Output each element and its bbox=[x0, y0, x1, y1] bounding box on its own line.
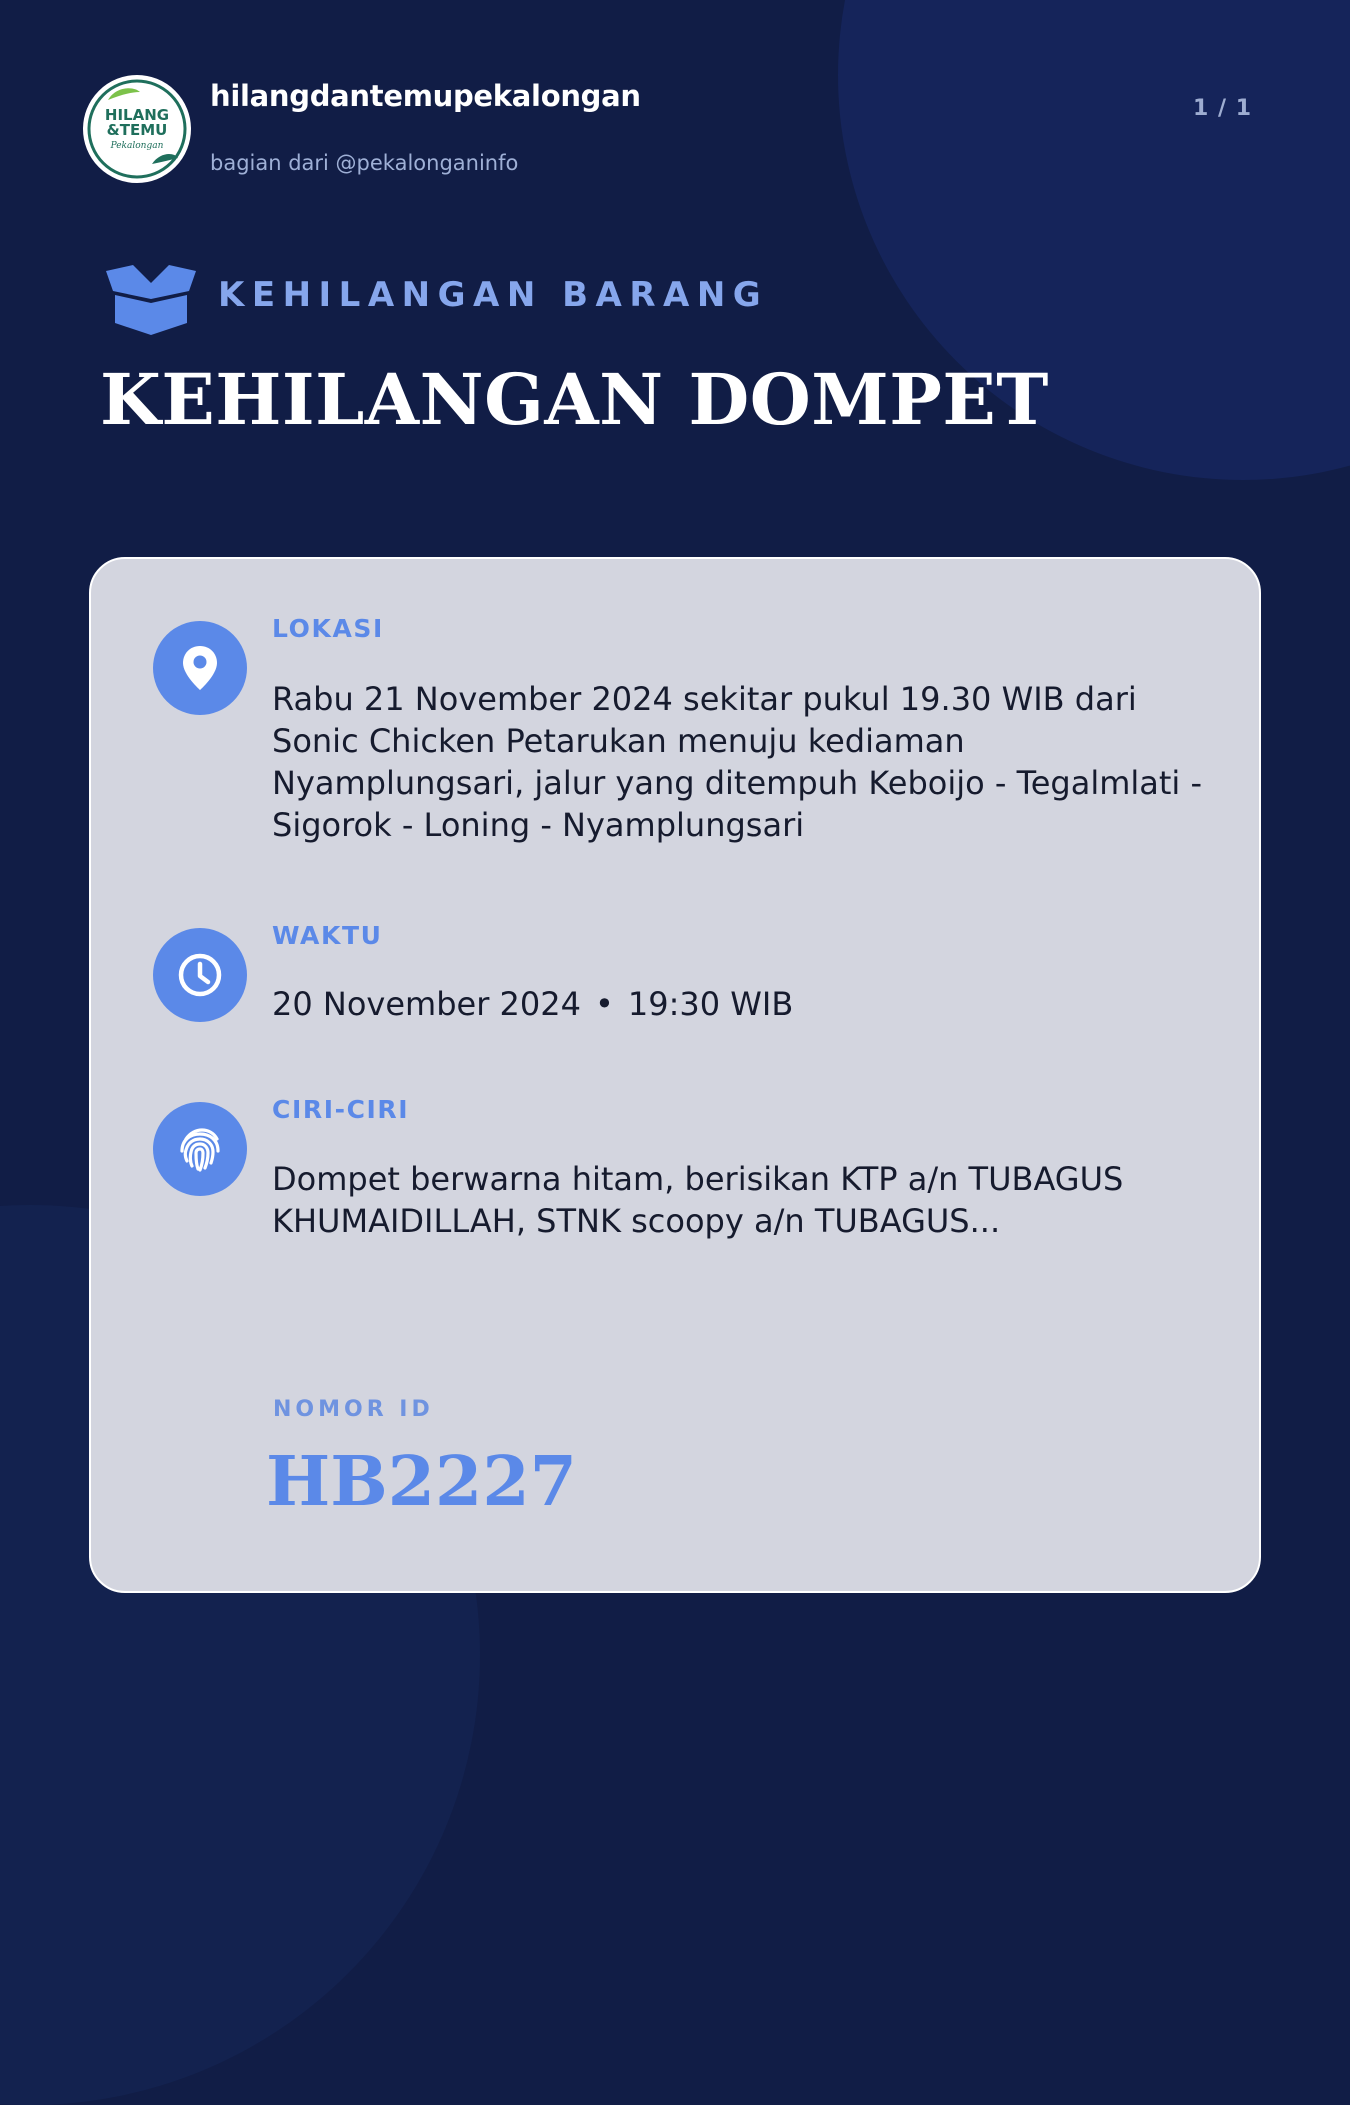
page-counter: 1 / 1 bbox=[1193, 96, 1252, 121]
logo-text-line3: Pekalongan bbox=[110, 141, 164, 151]
map-pin-icon bbox=[153, 621, 247, 715]
logo-text-line1: HILANG bbox=[104, 106, 170, 124]
time-label: WAKTU bbox=[272, 921, 383, 950]
category-label: KEHILANGAN BARANG bbox=[218, 275, 769, 315]
logo-text-line2: &TEMU bbox=[106, 121, 168, 139]
id-label: NOMOR ID bbox=[273, 1397, 434, 1422]
account-subtitle: bagian dari @pekalonganinfo bbox=[210, 151, 519, 175]
page-title: KEHILANGAN DOMPET bbox=[100, 358, 1049, 441]
clock-icon bbox=[153, 928, 247, 1022]
time-value bbox=[272, 983, 1207, 1025]
features-label: CIRI-CIRI bbox=[272, 1095, 410, 1124]
account-logo bbox=[83, 75, 191, 183]
id-value: HB2227 bbox=[266, 1442, 577, 1522]
fingerprint-icon bbox=[153, 1102, 247, 1196]
location-label: LOKASI bbox=[272, 614, 384, 643]
time-separator: • bbox=[594, 985, 614, 1023]
features-value: Dompet berwarna hitam, berisikan KTP a/n TUBAGUS KHUMAIDILLAH, STNK scoopy a/n TUBAGUS... bbox=[272, 1160, 1124, 1240]
time-date: 20 November 2024 bbox=[272, 985, 581, 1023]
box-icon bbox=[103, 265, 199, 337]
account-name[interactable]: hilangdantemupekalongan bbox=[210, 79, 641, 113]
location-value: Rabu 21 November 2024 sekitar pukul 19.30 WIB dari Sonic Chicken Petarukan menuju kediaman Nyamplungsari, jalur yang ditempuh Keboijo - Tegalmlati - Sigorok - Loning - Nyamplungsari bbox=[272, 680, 1203, 844]
time-hour: 19:30 WIB bbox=[627, 985, 794, 1023]
